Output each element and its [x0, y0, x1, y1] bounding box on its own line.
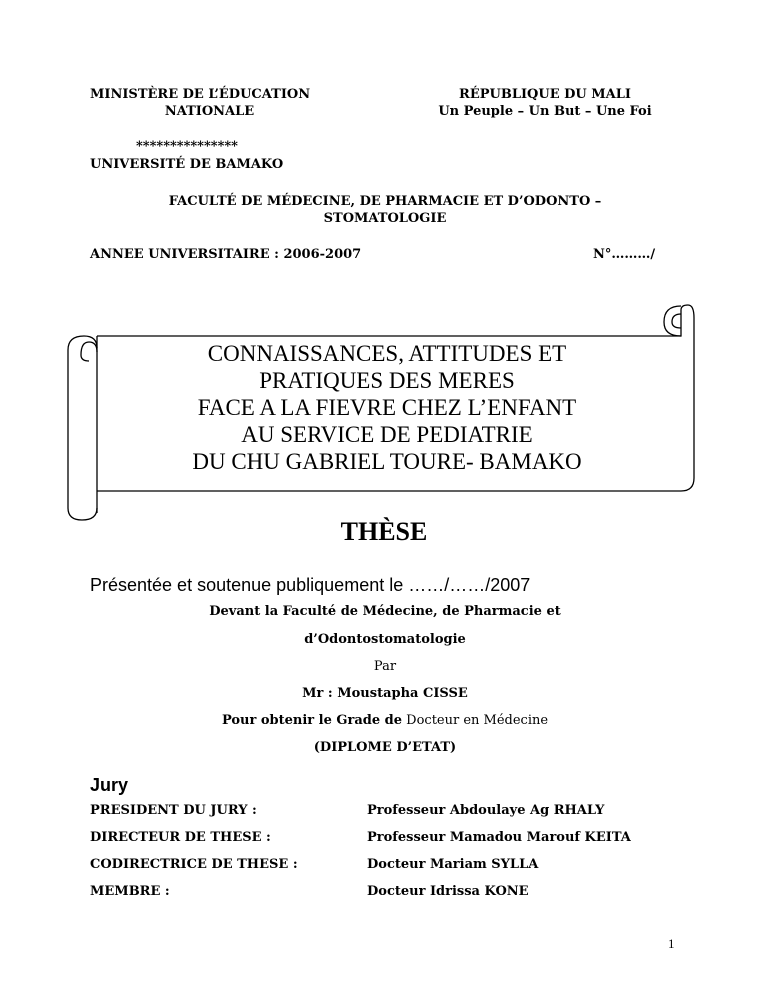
jury-member-name: Docteur Mariam SYLLA — [367, 857, 539, 872]
faculty-line-1: FACULTÉ DE MÉDECINE, DE PHARMACIE ET D’ODONTO – — [168, 194, 602, 209]
title-line-5: DU CHU GABRIEL TOURE- BAMAKO — [192, 449, 582, 474]
republic-name: RÉPUBLIQUE DU MALI — [459, 87, 631, 102]
thesis-title — [100, 340, 674, 475]
jury-member-name: Professeur Mamadou Marouf KEITA — [367, 830, 631, 845]
grade-value: Docteur en Médecine — [406, 713, 549, 728]
ministry-line-1: MINISTÈRE DE L’ÉDUCATION — [90, 87, 311, 102]
par-label: Par — [373, 659, 397, 674]
jury-role: PRESIDENT DU JURY : — [90, 803, 257, 818]
jury-member-name: Docteur Idrissa KONE — [367, 884, 529, 899]
title-line-1: CONNAISSANCES, ATTITUDES ET — [207, 341, 567, 366]
presentation-line: Présentée et soutenue publiquement le ……/……/2007 — [90, 575, 531, 595]
thesis-number: N°………/ — [593, 247, 656, 262]
presentation-details — [90, 603, 680, 756]
page-number: 1 — [668, 936, 675, 951]
university-name: UNIVERSITÉ DE BAMAKO — [90, 157, 284, 172]
jury-role: CODIRECTRICE DE THESE : — [90, 857, 298, 872]
jury-role: MEMBRE : — [90, 884, 170, 899]
before-faculty-line-1: Devant la Faculté de Médecine, de Pharmacie et — [209, 604, 561, 619]
grade-prefix: Pour obtenir le Grade de — [221, 713, 403, 728]
faculty-line-2: STOMATOLOGIE — [323, 211, 447, 226]
republic-motto: Un Peuple – Un But – Une Foi — [438, 104, 652, 119]
ministry-line-2: NATIONALE — [164, 104, 255, 119]
stars-separator: *************** — [136, 139, 238, 154]
title-line-3: FACE A LA FIEVRE CHEZ L’ENFANT — [197, 395, 577, 420]
academic-year: ANNEE UNIVERSITAIRE : 2006-2007 — [90, 247, 362, 262]
these-label: THÈSE — [340, 517, 428, 546]
jury-member-name: Professeur Abdoulaye Ag RHALY — [367, 803, 605, 818]
grade-line — [90, 712, 680, 729]
diploma-label: (DIPLOME D’ETAT) — [313, 740, 457, 755]
jury-heading: Jury — [90, 775, 129, 795]
before-faculty-line-2: d’Odontostomatologie — [304, 632, 466, 647]
author-name: Mr : Moustapha CISSE — [302, 686, 468, 701]
jury-role: DIRECTEUR DE THESE : — [90, 830, 271, 845]
title-line-4: AU SERVICE DE PEDIATRIE — [241, 422, 533, 447]
title-line-2: PRATIQUES DES MERES — [259, 368, 515, 393]
